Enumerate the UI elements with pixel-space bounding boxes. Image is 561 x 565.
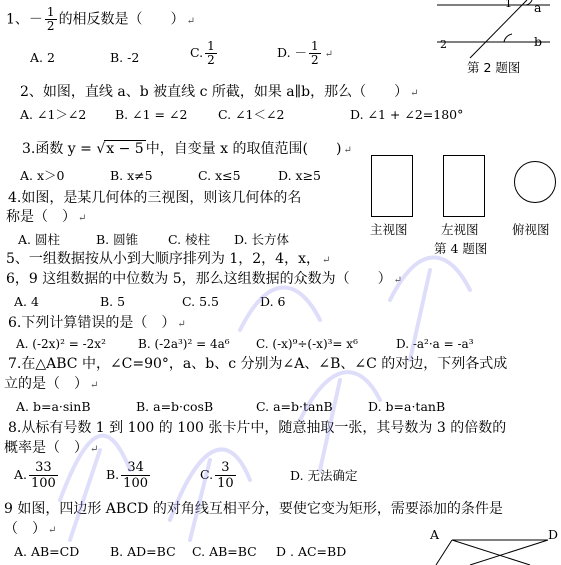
q5-option-b: B. 5 [100,294,126,309]
q9-option-a: A. AB=CD [14,544,80,559]
q6-option-d: D. -a²·a = -a³ [396,337,474,351]
front-view-rect [371,155,413,217]
q9-parallelogram [430,535,561,565]
q3-option-b: B. x≠5 [110,168,153,183]
q7-option-d: D. b=a·tanB [368,399,446,414]
q1-option-b: B. -2 [110,50,140,65]
q8-option-a: A. $\frac{33}{100}$ [14,460,56,491]
q7-stem-line2: 立的是（ ） ↵ [4,376,99,392]
q2-stem: 2、如图，直线 a、b 被直线 c 所截，如果 a∥b，那么（ ） ↵ [20,84,419,100]
q6-option-a: A. (-2x)² = -2x² [16,337,106,351]
q3-option-a: A. x＞0 [20,168,65,183]
left-view-label: 左视图 [441,222,479,237]
q6-stem: 6.下列计算错误的是（ ） ↵ [8,315,186,331]
q9-stem-line2: （ ） ↵ [4,521,57,537]
q4-option-d: D. 长方体 [234,232,290,247]
q5-stem-line1: 5、一组数据按从小到大顺序排列为 1，2，4，x， ↵ [6,251,331,267]
q7-option-a: A. b=a·sinB [16,399,91,414]
q8-option-c: C. $\frac{3}{10}$ [200,460,234,491]
q7-option-c: C. a=b·tanB [256,399,333,414]
q3-option-c: C. x≤5 [198,168,241,183]
q2-option-d: D. ∠1 + ∠2=180° [350,107,464,122]
q2-label-1: 1 [505,0,512,10]
q9-label-d: D [548,527,559,542]
q2-label-b: b [534,34,543,49]
top-view-circle [514,161,556,203]
q5-stem-line2: 6，9 这组数据的中位数为 5，那么这组数据的众数为（ ） ↵ [6,271,403,287]
q4-figure-caption: 第 4 题图 [434,241,488,256]
q5-option-c: C. 5.5 [182,294,219,309]
q4-stem-line2: 称是（ ） ↵ [6,209,87,225]
front-view-label: 主视图 [370,222,408,237]
q3-option-d: D. x≥5 [278,168,321,183]
q8-option-d: D. 无法确定 [290,468,358,483]
q5-option-d: D. 6 [260,294,286,309]
q2-label-a: a [534,0,542,15]
q1-option-a: A. 2 [30,50,55,65]
q9-option-d: D . AC=BD [276,544,347,559]
q8-option-b: B. $\frac{34}{100}$ [106,460,148,491]
q4-option-a: A. 圆柱 [18,232,60,247]
q8-stem-line2: 概率是（ ） ↵ [4,440,99,456]
top-view-label: 俯视图 [512,222,550,237]
q4-stem-line1: 4.如图，是某几何体的三视图，则该几何体的名 [8,190,302,206]
q6-option-c: C. (-x)⁹÷(-x)³= x⁶ [256,337,358,351]
q7-option-b: B. a=b·cosB [136,399,214,414]
q6-option-b: B. (-2a³)² = 4a⁶ [138,337,230,351]
q1-option-c: C. $\frac{1}{2}$ [190,39,215,67]
q9-label-a: A [430,527,440,542]
q7-stem-line1: 7.在△ABC 中，∠C=90°，a、b、c 分别为∠A、∠B、∠C 的对边，下列各式成 [8,356,508,372]
q1-stem: 1、－ $\frac{1}{2}$ 的相反数是（ ） ↵ [6,5,195,33]
q3-stem: 3.函数 y = √x − 5 中，自变量 x 的取值范围( ) ↵ [22,141,352,157]
q4-option-c: C. 棱柱 [168,232,211,247]
q9-option-b: B. AD=BC [110,544,176,559]
fraction-one-half: $\frac{1}{2}$ [46,5,55,33]
q2-option-c: C. ∠1＜∠2 [218,107,285,122]
q1-option-d: D. － $\frac{1}{2}$ ↵ [277,39,334,67]
left-view-rect [443,155,485,217]
q9-stem-line1: 9 如图，四边形 ABCD 的对角线互相平分，要使它变为矩形，需要添加的条件是 [4,501,503,517]
q8-stem-line1: 8.从标有号数 1 到 100 的 100 张卡片中，随意抽取一张，其号数为 3 的倍数的 [8,420,507,436]
q2-option-a: A. ∠1＞∠2 [20,107,87,122]
q5-option-a: A. 4 [14,294,39,309]
q2-figure-caption: 第 2 题图 [467,60,521,75]
q2-label-2: 2 [440,38,447,51]
q9-option-c: C. AB=BC [192,544,257,559]
q4-option-b: B. 圆锥 [96,232,139,247]
q2-option-b: B. ∠1 = ∠2 [115,107,188,122]
